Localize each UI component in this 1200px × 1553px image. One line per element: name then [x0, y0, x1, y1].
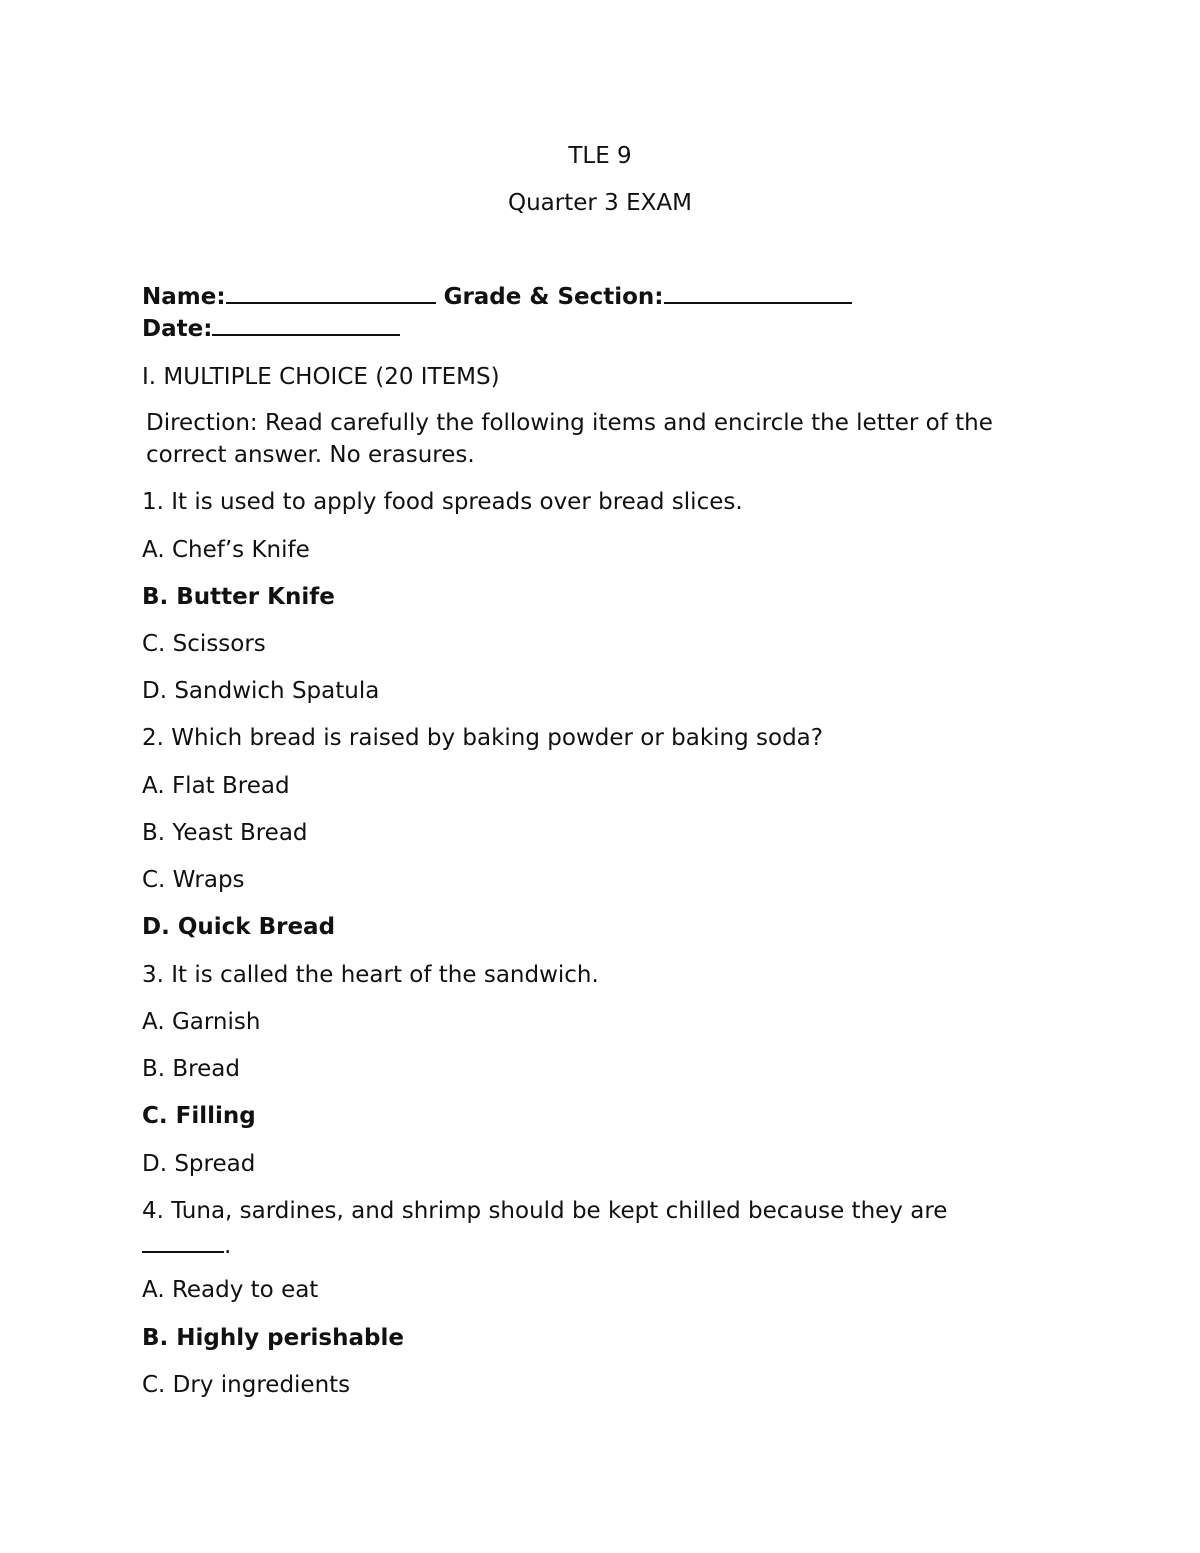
option-3b[interactable]: B. Bread [142, 1056, 240, 1082]
exam-title: Quarter 3 EXAM [508, 190, 692, 216]
question-4-period: . [224, 1233, 232, 1259]
option-4a[interactable]: A. Ready to eat [142, 1277, 319, 1303]
grade-section-label: Grade & Section: [443, 284, 664, 310]
date-blank[interactable] [212, 314, 400, 336]
question-4-blank-row [142, 1230, 231, 1262]
question-1: 1. It is used to apply food spreads over bread slices. [142, 489, 743, 515]
direction-text [146, 407, 1046, 471]
option-4b-correct[interactable]: B. Highly perishable [142, 1325, 404, 1351]
name-blank[interactable] [226, 282, 436, 304]
option-2b[interactable]: B. Yeast Bread [142, 820, 308, 846]
answer-blank [142, 1231, 224, 1253]
option-1b-correct[interactable]: B. Butter Knife [142, 584, 335, 610]
option-1d[interactable]: D. Sandwich Spatula [142, 678, 380, 704]
date-label: Date: [142, 316, 213, 342]
option-2a[interactable]: A. Flat Bread [142, 773, 290, 799]
option-3a[interactable]: A. Garnish [142, 1009, 261, 1035]
direction-line: Direction: Read carefully the following items and encircle the letter of the [146, 410, 993, 436]
question-3: 3. It is called the heart of the sandwich. [142, 962, 599, 988]
option-3d[interactable]: D. Spread [142, 1151, 256, 1177]
grade-section-blank[interactable] [664, 282, 852, 304]
option-3c-correct[interactable]: C. Filling [142, 1103, 256, 1129]
section-title: I. MULTIPLE CHOICE (20 ITEMS) [142, 364, 500, 390]
question-4: 4. Tuna, sardines, and shrimp should be kept chilled because they are [142, 1198, 948, 1224]
direction-line: correct answer. No erasures. [146, 442, 475, 468]
name-grade-row [142, 281, 852, 313]
date-row [142, 313, 400, 345]
question-2: 2. Which bread is raised by baking powder or baking soda? [142, 725, 823, 751]
option-2c[interactable]: C. Wraps [142, 867, 245, 893]
option-1c[interactable]: C. Scissors [142, 631, 266, 657]
subject-title: TLE 9 [568, 143, 632, 169]
name-label: Name: [142, 284, 226, 310]
option-4c[interactable]: C. Dry ingredients [142, 1372, 351, 1398]
option-1a[interactable]: A. Chef’s Knife [142, 537, 310, 563]
option-2d-correct[interactable]: D. Quick Bread [142, 914, 336, 940]
